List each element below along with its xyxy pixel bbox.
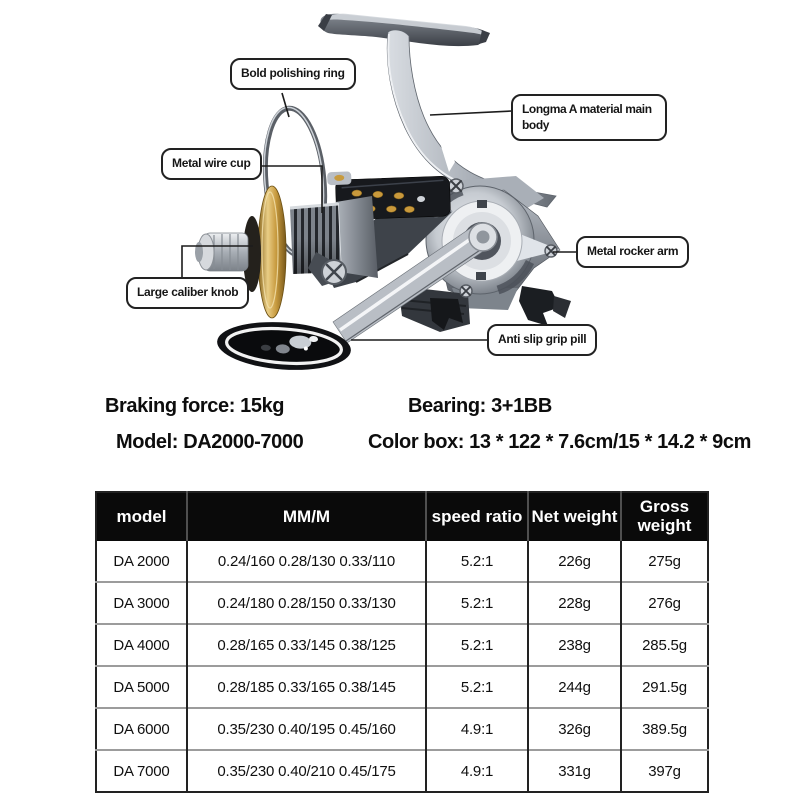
reel-photo-area (0, 0, 800, 390)
table-row (96, 624, 708, 666)
table-header-row (96, 492, 708, 541)
callout-metal-wire-cup: Metal wire cup (161, 148, 262, 180)
header-net-weight: Net weight (528, 492, 621, 541)
table-cell: 0.28/165 0.33/145 0.38/125 (187, 624, 426, 666)
table-cell: 5.2:1 (426, 541, 528, 582)
callout-longma-main-body: Longma A material main body (511, 94, 667, 141)
header-gross-weight: Gross weight (621, 492, 708, 541)
table-cell: 4.9:1 (426, 708, 528, 750)
reel-photo (0, 0, 800, 390)
table-cell: DA 4000 (96, 624, 187, 666)
callout-bold-polishing-ring: Bold polishing ring (230, 58, 356, 90)
table-cell: 326g (528, 708, 621, 750)
table-cell: 5.2:1 (426, 666, 528, 708)
callout-anti-slip-grip-pill: Anti slip grip pill (487, 324, 597, 356)
reel-gold-ring (258, 186, 286, 318)
header-speed-ratio: speed ratio (426, 492, 528, 541)
table-cell: DA 6000 (96, 708, 187, 750)
table-cell: 226g (528, 541, 621, 582)
callout-large-caliber-knob: Large caliber knob (126, 277, 249, 309)
reel-grip (216, 318, 353, 374)
callout-metal-rocker-arm: Metal rocker arm (576, 236, 689, 268)
table-cell: DA 3000 (96, 582, 187, 624)
table-row (96, 750, 708, 792)
spec-model: Model: DA2000-7000 (116, 431, 304, 453)
spec-table-header (96, 492, 708, 541)
table-cell: 0.28/185 0.33/165 0.38/145 (187, 666, 426, 708)
table-cell: 331g (528, 750, 621, 792)
spec-table (95, 491, 709, 793)
table-row (96, 582, 708, 624)
spec-bearing: Bearing: 3+1BB (408, 395, 552, 417)
table-cell: 5.2:1 (426, 624, 528, 666)
table-row (96, 708, 708, 750)
table-cell: 0.24/160 0.28/130 0.33/110 (187, 541, 426, 582)
table-cell: DA 2000 (96, 541, 187, 582)
table-cell: 0.24/180 0.28/150 0.33/130 (187, 582, 426, 624)
table-cell: 276g (621, 582, 708, 624)
table-cell: 397g (621, 750, 708, 792)
spec-table-body (96, 541, 708, 792)
table-cell: DA 7000 (96, 750, 187, 792)
table-cell: 275g (621, 541, 708, 582)
spec-braking-force: Braking force: 15kg (105, 395, 285, 417)
table-cell: 5.2:1 (426, 582, 528, 624)
table-cell: 244g (528, 666, 621, 708)
table-cell: 238g (528, 624, 621, 666)
table-cell: 291.5g (621, 666, 708, 708)
table-cell: 389.5g (621, 708, 708, 750)
table-cell: 0.35/230 0.40/195 0.45/160 (187, 708, 426, 750)
spec-color-box: Color box: 13 * 122 * 7.6cm/15 * 14.2 * 9cm (368, 431, 752, 453)
table-cell: 0.35/230 0.40/210 0.45/175 (187, 750, 426, 792)
table-cell: DA 5000 (96, 666, 187, 708)
table-row (96, 666, 708, 708)
header-mm-m: MM/M (187, 492, 426, 541)
table-cell: 4.9:1 (426, 750, 528, 792)
table-cell: 228g (528, 582, 621, 624)
table-cell: 285.5g (621, 624, 708, 666)
header-model: model (96, 492, 187, 541)
table-row (96, 541, 708, 582)
